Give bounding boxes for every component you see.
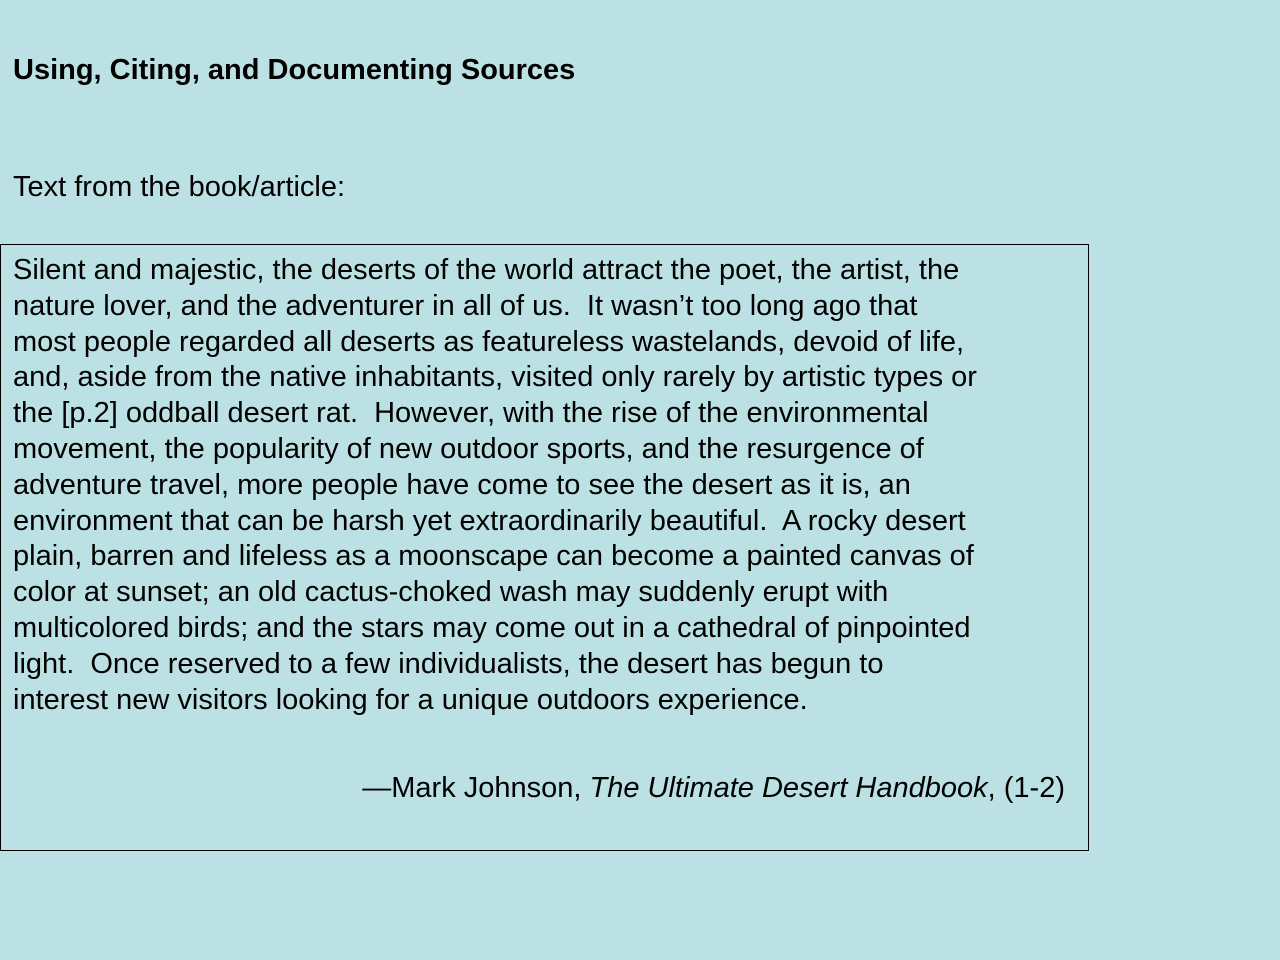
quote-line: multicolored birds; and the stars may come out in a cathedral of pinpointed	[13, 611, 971, 644]
quote-line: light. Once reserved to a few individualists, the desert has begun to	[13, 647, 884, 680]
quote-line: nature lover, and the adventurer in all of us. It wasn’t too long ago that	[13, 289, 918, 322]
attribution-book-title: The Ultimate Desert Handbook	[589, 772, 988, 804]
attribution	[362, 771, 1065, 805]
intro-label: Text from the book/article:	[13, 171, 346, 203]
quote-line: and, aside from the native inhabitants, visited only rarely by artistic types or	[13, 361, 977, 394]
quote-line: adventure travel, more people have come to see the desert as it is, an	[13, 468, 911, 501]
attribution-author: —Mark Johnson,	[362, 772, 590, 804]
quote-text	[13, 253, 1083, 718]
quote-line: Silent and majestic, the deserts of the world attract the poet, the artist, the	[13, 254, 960, 286]
quote-line: movement, the popularity of new outdoor sports, and the resurgence of	[13, 432, 924, 465]
quote-line: most people regarded all deserts as featureless wastelands, devoid of life,	[13, 325, 965, 358]
quote-line: environment that can be harsh yet extraordinarily beautiful. A rocky desert	[13, 504, 966, 537]
quote-line: the [p.2] oddball desert rat. However, with the rise of the environmental	[13, 397, 929, 430]
quote-line: plain, barren and lifeless as a moonscape can become a painted canvas of	[13, 540, 974, 573]
quote-line: interest new visitors looking for a unique outdoors experience.	[13, 683, 808, 716]
quote-box	[0, 244, 1089, 851]
quote-line: color at sunset; an old cactus-choked wash may suddenly erupt with	[13, 576, 889, 609]
attribution-pages: , (1-2)	[987, 772, 1065, 804]
page-title: Using, Citing, and Documenting Sources	[13, 54, 576, 86]
